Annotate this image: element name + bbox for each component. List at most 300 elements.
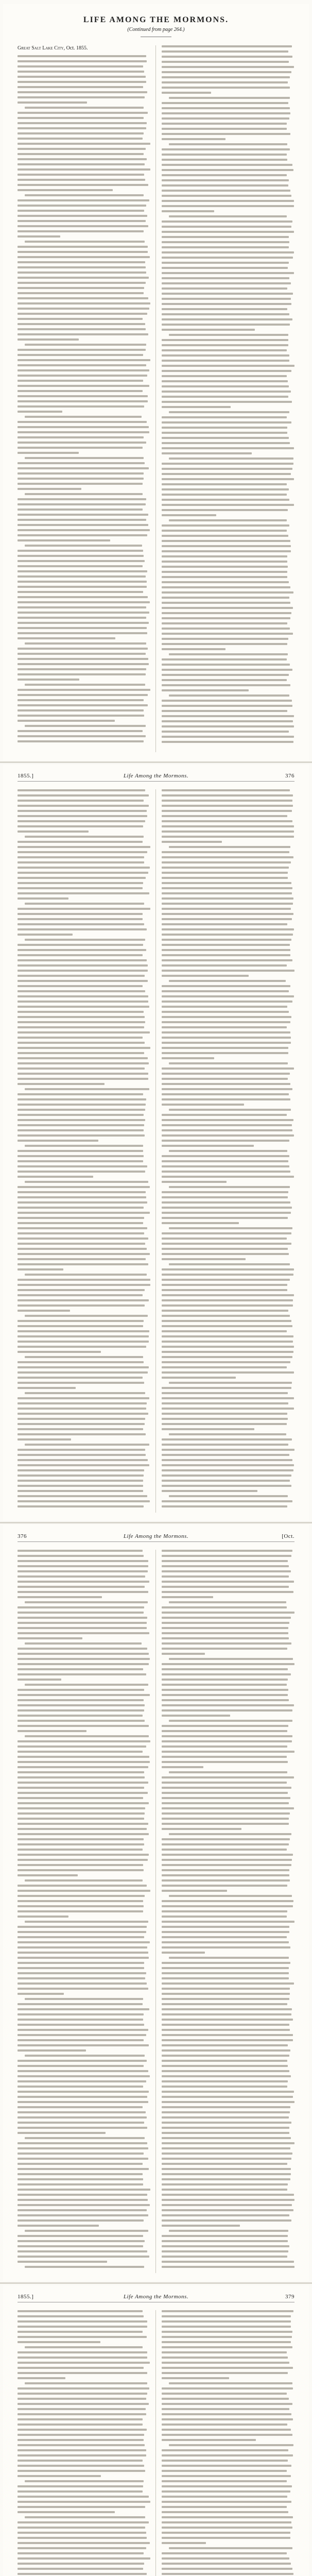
text-line — [162, 856, 293, 858]
text-line — [162, 1838, 290, 1840]
text-line — [162, 1093, 289, 1095]
text-line — [18, 1377, 143, 1379]
text-line — [162, 1792, 288, 1794]
text-line — [18, 1782, 148, 1784]
text-line — [18, 1026, 144, 1028]
text-line — [18, 923, 144, 925]
text-line — [162, 1627, 288, 1629]
text-line — [18, 1052, 144, 1054]
text-line — [18, 2521, 149, 2523]
text-line — [162, 1864, 291, 1866]
text-line — [162, 1232, 291, 1234]
text-line — [169, 215, 287, 217]
text-line — [18, 2434, 144, 2436]
text-line — [18, 117, 144, 119]
text-line — [162, 1910, 287, 1912]
text-line — [18, 570, 147, 572]
text-line — [162, 882, 291, 884]
text-lines — [162, 45, 294, 743]
text-line — [18, 2153, 144, 2155]
text-line — [162, 995, 294, 997]
text-line — [162, 705, 292, 707]
text-line — [18, 2331, 143, 2333]
text-line — [18, 2044, 149, 2046]
text-line — [162, 195, 291, 197]
text-line — [25, 2055, 145, 2057]
text-line — [162, 622, 287, 624]
text-line — [18, 405, 144, 408]
page-4-columns — [18, 2310, 294, 2576]
text-line — [162, 1751, 294, 1753]
text-line — [162, 877, 288, 879]
text-line — [25, 725, 146, 727]
text-line — [18, 1284, 150, 1286]
text-line — [25, 2382, 147, 2384]
text-line — [18, 2086, 143, 2088]
text-line — [162, 344, 288, 346]
text-line — [18, 1119, 145, 1121]
text-line — [18, 892, 149, 894]
text-line — [162, 990, 289, 992]
text-line — [18, 970, 148, 972]
text-line — [18, 60, 147, 62]
text-line — [169, 143, 287, 145]
text-line — [162, 123, 287, 125]
text-line — [162, 566, 288, 568]
text-line — [18, 856, 144, 858]
text-line — [18, 1212, 150, 1214]
text-line — [162, 2496, 287, 2498]
text-line — [162, 1812, 290, 1815]
text-line — [162, 1581, 294, 1583]
text-line — [18, 1150, 143, 1152]
text-line — [18, 122, 147, 124]
text-line — [18, 127, 146, 129]
text-line — [18, 944, 143, 946]
text-line — [162, 241, 289, 243]
text-line — [25, 416, 142, 418]
text-line — [18, 1129, 144, 1131]
text-line — [169, 1957, 289, 1959]
text-line — [162, 1818, 289, 1820]
text-line — [18, 205, 146, 207]
text-line — [18, 1104, 146, 1106]
text-line — [18, 524, 148, 526]
text-line — [18, 2465, 144, 2467]
text-line — [162, 2552, 287, 2554]
text-line — [18, 2013, 144, 2015]
text-line — [18, 349, 146, 351]
text-line — [162, 1550, 292, 1552]
text-line — [18, 1941, 150, 1943]
text-line — [162, 928, 294, 930]
text-line — [25, 1274, 147, 1276]
text-line — [162, 2178, 290, 2180]
text-line — [18, 2310, 143, 2312]
text-line — [18, 1475, 144, 1477]
text-line — [162, 2418, 293, 2420]
text-line — [162, 1642, 291, 1645]
text-line — [18, 1952, 148, 1954]
text-line — [18, 1982, 147, 1985]
text-line — [162, 406, 231, 408]
text-line — [18, 210, 144, 212]
text-line — [162, 1155, 289, 1157]
text-lines — [18, 1550, 150, 2268]
text-line — [18, 1413, 148, 1415]
text-line — [18, 1408, 146, 1410]
text-line — [162, 210, 214, 212]
text-line — [162, 1304, 293, 1307]
text-line — [162, 1047, 288, 1049]
text-line — [18, 1776, 145, 1778]
text-line — [162, 1145, 254, 1147]
text-line — [18, 648, 148, 650]
text-line — [18, 1232, 144, 1234]
text-line — [169, 653, 288, 655]
text-line — [18, 529, 150, 531]
text-line — [18, 2256, 149, 2258]
text-line — [162, 561, 287, 563]
text-line — [162, 700, 292, 702]
text-line — [18, 2034, 146, 2036]
text-line — [162, 421, 291, 423]
text-line — [18, 622, 149, 624]
text-line — [18, 1977, 145, 1979]
text-line — [18, 2194, 147, 2196]
text-line — [162, 934, 293, 936]
text-line — [162, 2168, 291, 2170]
text-line — [162, 1031, 290, 1033]
text-line — [18, 1330, 149, 1332]
text-line — [162, 1735, 292, 1737]
text-line — [18, 1972, 146, 1974]
text-line — [18, 1480, 143, 1482]
text-line — [25, 457, 144, 459]
text-line — [162, 81, 288, 83]
text-line — [162, 298, 291, 300]
text-line — [18, 1124, 144, 1126]
running-head-right: 376 — [285, 773, 294, 779]
text-line — [162, 1207, 292, 1209]
text-line — [162, 524, 289, 527]
text-line — [162, 1988, 290, 1990]
text-line — [18, 1560, 148, 1562]
text-line — [25, 939, 145, 941]
text-line — [162, 478, 294, 480]
text-line — [162, 1807, 294, 1809]
text-line — [18, 1217, 144, 1219]
text-line — [162, 1885, 287, 1887]
text-line — [18, 1555, 144, 1557]
text-line — [162, 2511, 288, 2513]
text-line — [18, 1720, 145, 1722]
text-line — [18, 1689, 144, 1691]
text-line — [18, 1253, 150, 1255]
text-line — [18, 101, 87, 104]
text-line — [162, 2490, 290, 2493]
text-line — [18, 550, 143, 552]
text-line — [18, 1387, 76, 1389]
text-line — [18, 2387, 149, 2389]
text-line — [162, 2122, 291, 2124]
text-line — [162, 1787, 291, 1789]
text-line — [162, 970, 294, 972]
text-line — [162, 2266, 294, 2268]
text-line — [18, 2024, 144, 2026]
text-line — [18, 980, 148, 982]
text-line — [18, 514, 148, 516]
text-line — [18, 1490, 143, 1492]
text-line — [162, 949, 290, 951]
text-line — [162, 2501, 291, 2503]
text-line — [162, 499, 289, 501]
text-line — [162, 56, 292, 58]
text-line — [18, 1771, 144, 1773]
dateline-place: Great Salt Lake City, — [18, 45, 65, 51]
text-line — [18, 612, 149, 614]
text-line — [162, 2060, 287, 2062]
text-line — [169, 694, 289, 697]
text-line — [18, 1397, 149, 1399]
text-line — [18, 1258, 146, 1260]
text-line — [162, 628, 290, 630]
text-line — [18, 467, 149, 469]
text-line — [162, 504, 294, 506]
text-line — [162, 2413, 291, 2415]
text-line — [162, 2557, 289, 2560]
text-line — [162, 272, 294, 274]
text-line — [162, 1632, 288, 1634]
text-line — [18, 1957, 149, 1959]
text-line — [162, 483, 287, 485]
text-line — [162, 1067, 294, 1070]
text-line — [18, 1016, 145, 1018]
text-line — [162, 2142, 294, 2144]
dateline — [18, 45, 150, 51]
text-line — [162, 1104, 244, 1106]
text-line — [162, 1622, 289, 1624]
text-line — [18, 861, 144, 863]
text-line — [18, 2183, 143, 2185]
text-line — [18, 138, 143, 140]
text-line — [162, 918, 292, 920]
text-lines — [162, 789, 294, 1507]
text-line — [18, 168, 150, 171]
text-line — [162, 1279, 290, 1281]
text-line — [162, 2091, 294, 2093]
text-line — [18, 679, 79, 681]
text-line — [18, 266, 146, 268]
text-line — [18, 735, 146, 737]
text-line — [162, 944, 290, 946]
text-line — [162, 540, 290, 542]
text-line — [25, 2137, 145, 2139]
text-line — [18, 2527, 145, 2529]
text-line — [162, 1485, 291, 1487]
text-line — [18, 395, 148, 397]
text-line — [162, 2563, 291, 2565]
text-lines — [162, 2310, 294, 2576]
text-line — [18, 2542, 150, 2544]
text-line — [18, 789, 145, 791]
text-line — [18, 1469, 144, 1471]
page-2-right-column — [162, 789, 294, 1513]
text-line — [162, 810, 292, 812]
text-line — [25, 344, 146, 346]
text-line — [18, 1962, 144, 1964]
text-line — [162, 360, 289, 362]
text-line — [18, 2111, 146, 2113]
text-line — [18, 215, 147, 217]
text-line — [162, 2256, 287, 2258]
text-line — [18, 581, 147, 583]
text-line — [18, 740, 144, 742]
text-line — [162, 179, 289, 181]
running-head-title: Life Among the Mormons. — [123, 773, 189, 779]
text-line — [162, 1294, 294, 1296]
text-line — [162, 1591, 293, 1593]
text-line — [162, 954, 290, 956]
text-line — [18, 2511, 115, 2513]
text-line — [162, 262, 289, 264]
text-line — [169, 2444, 293, 2446]
text-line — [18, 1196, 146, 1198]
text-line — [162, 2225, 240, 2227]
text-line — [162, 2189, 287, 2191]
running-head-left: 1855.] — [18, 773, 34, 779]
text-line — [162, 1330, 287, 1332]
text-line — [18, 488, 81, 490]
text-line — [18, 1550, 143, 1552]
text-line — [162, 1191, 288, 1193]
text-line — [18, 825, 143, 827]
text-line — [18, 1263, 148, 1265]
text-line — [162, 1962, 290, 1964]
text-line — [162, 550, 291, 552]
text-line — [18, 882, 143, 884]
text-line — [162, 1423, 287, 1425]
text-line — [18, 913, 143, 915]
text-line — [18, 820, 145, 822]
text-line — [18, 282, 146, 284]
text-line — [18, 1062, 149, 1064]
text-line — [18, 591, 143, 593]
text-line — [162, 473, 291, 475]
text-line — [162, 2183, 288, 2185]
text-line — [162, 1119, 293, 1121]
text-line — [18, 1495, 147, 1497]
text-line — [162, 1449, 294, 1451]
text-line — [18, 673, 146, 675]
text-line — [18, 359, 150, 361]
text-line — [18, 272, 146, 274]
page-1-columns — [18, 45, 294, 752]
text-line — [162, 396, 288, 398]
page-3 — [3, 1525, 309, 2281]
text-line — [162, 1098, 290, 1100]
page-1 — [3, 4, 309, 760]
page-separator — [0, 2282, 312, 2284]
text-line — [162, 720, 293, 722]
text-line — [25, 1921, 148, 1923]
text-line — [25, 1145, 143, 1147]
text-line — [162, 2485, 292, 2487]
text-line — [18, 2240, 145, 2242]
text-line — [162, 2315, 291, 2317]
text-line — [18, 452, 79, 454]
text-line — [18, 472, 144, 474]
text-line — [18, 1098, 146, 1100]
text-line — [162, 794, 293, 796]
text-line — [18, 318, 143, 320]
text-lines — [162, 1550, 294, 2268]
article-title: LIFE AMONG THE MORMONS. — [83, 15, 229, 24]
text-line — [169, 980, 286, 982]
text-line — [18, 1021, 145, 1023]
text-line — [18, 1485, 143, 1487]
text-line — [162, 1366, 287, 1368]
text-line — [18, 1905, 144, 1907]
text-line — [162, 257, 293, 259]
text-line — [162, 1998, 289, 2000]
text-line — [18, 1037, 143, 1039]
text-line — [162, 679, 287, 681]
text-line — [162, 2132, 289, 2134]
text-line — [162, 2008, 292, 2010]
text-line — [18, 1627, 147, 1629]
text-line — [162, 731, 289, 733]
text-line — [18, 2019, 143, 2021]
running-head-right: 379 — [285, 2294, 294, 2300]
text-line — [162, 831, 294, 833]
text-line — [162, 2003, 287, 2005]
text-line — [18, 2209, 147, 2211]
text-line — [18, 498, 146, 500]
text-line — [162, 1397, 294, 1399]
text-line — [18, 2398, 146, 2400]
text-line — [18, 2377, 65, 2379]
text-line — [18, 447, 143, 449]
text-line — [162, 2019, 293, 2021]
text-line — [18, 1931, 146, 1933]
text-line — [18, 2532, 146, 2534]
text-line — [18, 1565, 148, 1567]
text-line — [169, 1150, 287, 1152]
text-line — [162, 2357, 288, 2359]
text-line — [18, 1575, 145, 1578]
text-line — [18, 421, 147, 423]
text-line — [18, 220, 146, 222]
text-line — [18, 1632, 149, 1634]
text-line — [162, 892, 292, 894]
text-line — [18, 1428, 143, 1430]
text-line — [162, 1982, 294, 1985]
text-line — [162, 2147, 290, 2149]
text-line — [162, 861, 291, 863]
text-line — [18, 478, 144, 480]
text-line — [162, 612, 291, 614]
text-line — [162, 689, 249, 691]
text-line — [162, 2351, 287, 2353]
text-line — [18, 375, 147, 377]
text-line — [162, 2127, 289, 2129]
text-line — [18, 867, 150, 869]
text-line — [162, 1160, 288, 1162]
text-line — [162, 133, 290, 135]
text-line — [18, 338, 79, 341]
text-line — [162, 2199, 294, 2201]
